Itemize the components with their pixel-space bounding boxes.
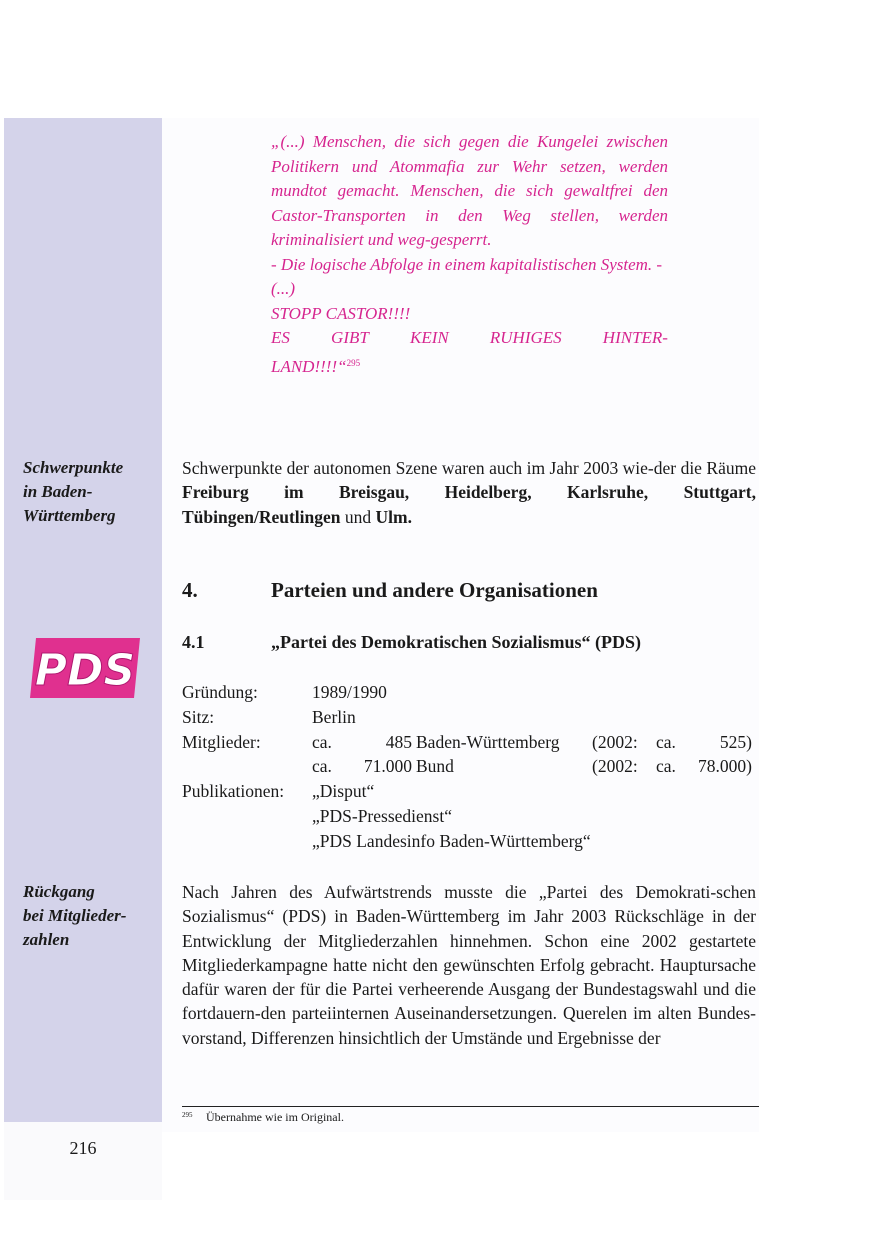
paragraph-rueckgang: Nach Jahren des Aufwärtstrends musste die „Partei des Demokrati-schen Sozialismus“ (PDS) in Baden-Württemberg im Jahr 2003 Rückschläge in der Entwicklung der Mitgliederzahlen hinnehmen. Schon eine 2002 gestartete Mitgliederkampagne hatte nicht den gewünschten Erfolg gebracht. Hauptursache dafür waren der für die Partei verheerende Ausgang der Bundestagswahl und die fortdauern-den parteiinternen Auseinandersetzungen. Querelen im alten Bundes-vorstand, Differenzen hinsichtlich der Umstände und Ergebnisse der — [182, 882, 756, 1048]
paragraph-schwerpunkte: Schwerpunkte der autonomen Szene waren auch im Jahr 2003 wie-der die Räume Freiburg im Breisgau, Heidelberg, Karlsruhe, Stuttgart, Tübingen/Reutlingen und Ulm. — [182, 458, 756, 527]
quote-line: - Die logische Abfolge in einem kapitalistischen System. - — [271, 254, 663, 274]
fact-members-bw: Mitglieder: ca. 485 Baden-Württemberg (2002: ca. 525) — [182, 731, 752, 752]
quote-end: LAND!!!!“ — [271, 356, 347, 376]
quote-word: ES — [271, 328, 290, 347]
side-note-rueckgang: Rückgang bei Mitglieder- zahlen — [23, 882, 127, 949]
party-facts — [182, 680, 752, 854]
side-note-schwerpunkte: Schwerpunkte in Baden- Württemberg — [23, 458, 124, 525]
quote-block — [271, 130, 668, 379]
quote-line: STOPP CASTOR!!!! — [271, 303, 411, 323]
pds-logo — [30, 636, 140, 700]
quote-last-line — [271, 351, 668, 380]
quote-line: „(...) Menschen, die sich gegen die Kungelei zwischen Politikern und Atommafia zur Wehr setzen, werden mundtot gemacht. Menschen, die sich gewaltfrei den Castor-Transporten in den Weg stellen, werden kriminalisiert und weg-gesperrt. — [271, 132, 668, 249]
section-heading-4: 4. Parteien und andere Organisationen — [182, 578, 598, 602]
quote-word: RUHIGES — [489, 328, 562, 347]
quote-word: HINTER- — [602, 328, 668, 347]
quote-line: (...) — [271, 279, 296, 298]
fact-publications: Publikationen: „Disput“ — [182, 781, 375, 802]
fact-members-bund: ca. 71.000 Bund (2002: ca. 78.000) — [312, 756, 752, 777]
footnote-divider — [182, 1106, 759, 1107]
section-heading-4-1: 4.1 „Partei des Demokratischen Sozialismus“ (PDS) — [182, 632, 641, 652]
logo-text: PDS — [34, 645, 136, 696]
fact-publication: „PDS Landesinfo Baden-Württemberg“ — [312, 830, 591, 851]
quote-word: KEIN — [409, 328, 449, 347]
footnote: 295 Übernahme wie im Original. — [182, 1110, 344, 1124]
quote-word: GIBT — [331, 328, 369, 347]
page-footer-box — [4, 1122, 162, 1200]
fact-publication: „PDS-Pressedienst“ — [312, 805, 452, 826]
footnote-ref[interactable]: 295 — [346, 357, 361, 368]
margin-column — [4, 118, 162, 1122]
quote-spread-line — [271, 326, 668, 351]
page-number: 216 — [69, 1138, 97, 1158]
fact-founding: Gründung: 1989/1990 — [182, 682, 387, 702]
fact-seat: Sitz: Berlin — [182, 706, 356, 727]
